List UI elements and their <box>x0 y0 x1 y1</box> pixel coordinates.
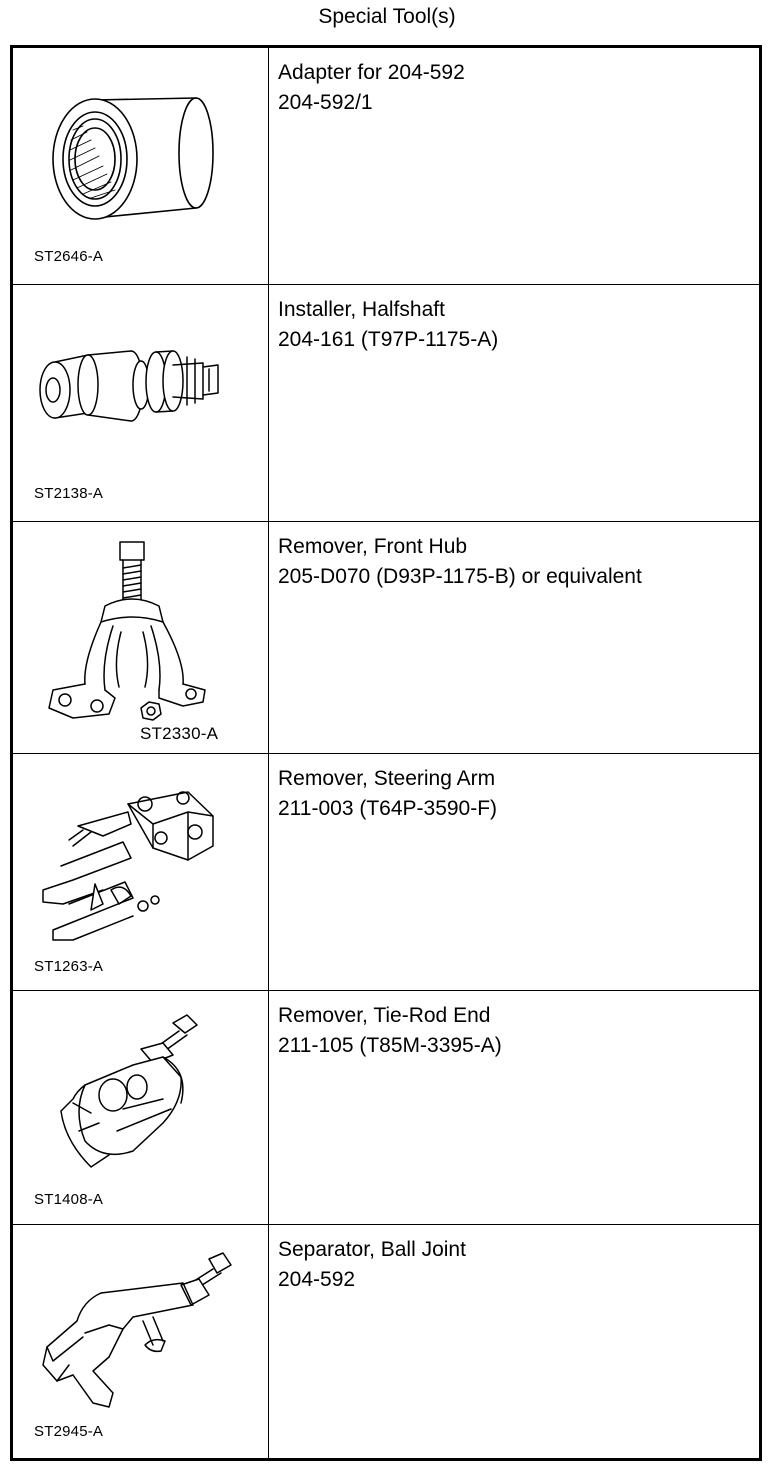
tool-image-cell <box>13 48 269 284</box>
tool-number: 211-003 (T64P-3590-F) <box>278 797 498 820</box>
tool-description-cell <box>269 522 759 753</box>
tool-name: Remover, Front Hub <box>278 535 468 558</box>
tool-image-cell <box>13 1225 269 1458</box>
table-row <box>13 522 759 754</box>
tool-number: 204-592 <box>278 1268 356 1291</box>
tool-description-cell <box>269 991 759 1224</box>
illustration-code: ST2330-A <box>140 724 219 743</box>
illustration-code: ST1408-A <box>34 1191 104 1208</box>
tool-number: 211-105 (T85M-3395-A) <box>278 1034 502 1057</box>
tool-number: 205-D070 (D93P-1175-B) or equivalent <box>278 565 642 588</box>
illustration-code: ST2945-A <box>34 1423 104 1440</box>
illustration-code: ST2646-A <box>34 248 104 265</box>
tool-name: Installer, Halfshaft <box>278 298 445 321</box>
tool-name: Remover, Steering Arm <box>278 767 496 790</box>
tool-number: 204-592/1 <box>278 91 373 114</box>
tool-image-cell <box>13 991 269 1224</box>
tool-name: Remover, Tie-Rod End <box>278 1004 491 1027</box>
table-row <box>13 285 759 522</box>
tool-name: Separator, Ball Joint <box>278 1238 466 1261</box>
illustration-code: ST1263-A <box>34 958 104 975</box>
table-row <box>13 991 759 1225</box>
tool-description-cell <box>269 1225 759 1458</box>
tool-image-cell <box>13 754 269 990</box>
steering-arm-remover-icon <box>13 754 269 991</box>
tool-description-cell <box>269 754 759 990</box>
table-row <box>13 48 759 285</box>
tool-description-cell <box>269 48 759 284</box>
tool-description-cell <box>269 285 759 521</box>
tool-image-cell <box>13 522 269 753</box>
tool-name: Adapter for 204-592 <box>278 61 465 84</box>
page-title: Special Tool(s) <box>318 5 456 28</box>
tool-image-cell <box>13 285 269 521</box>
illustration-code: ST2138-A <box>34 485 104 502</box>
table-row <box>13 1225 759 1458</box>
tool-number: 204-161 (T97P-1175-A) <box>278 328 499 351</box>
special-tools-table <box>10 45 762 1461</box>
table-row <box>13 754 759 991</box>
hub-remover-icon <box>13 522 269 754</box>
tie-rod-remover-icon <box>13 991 269 1225</box>
